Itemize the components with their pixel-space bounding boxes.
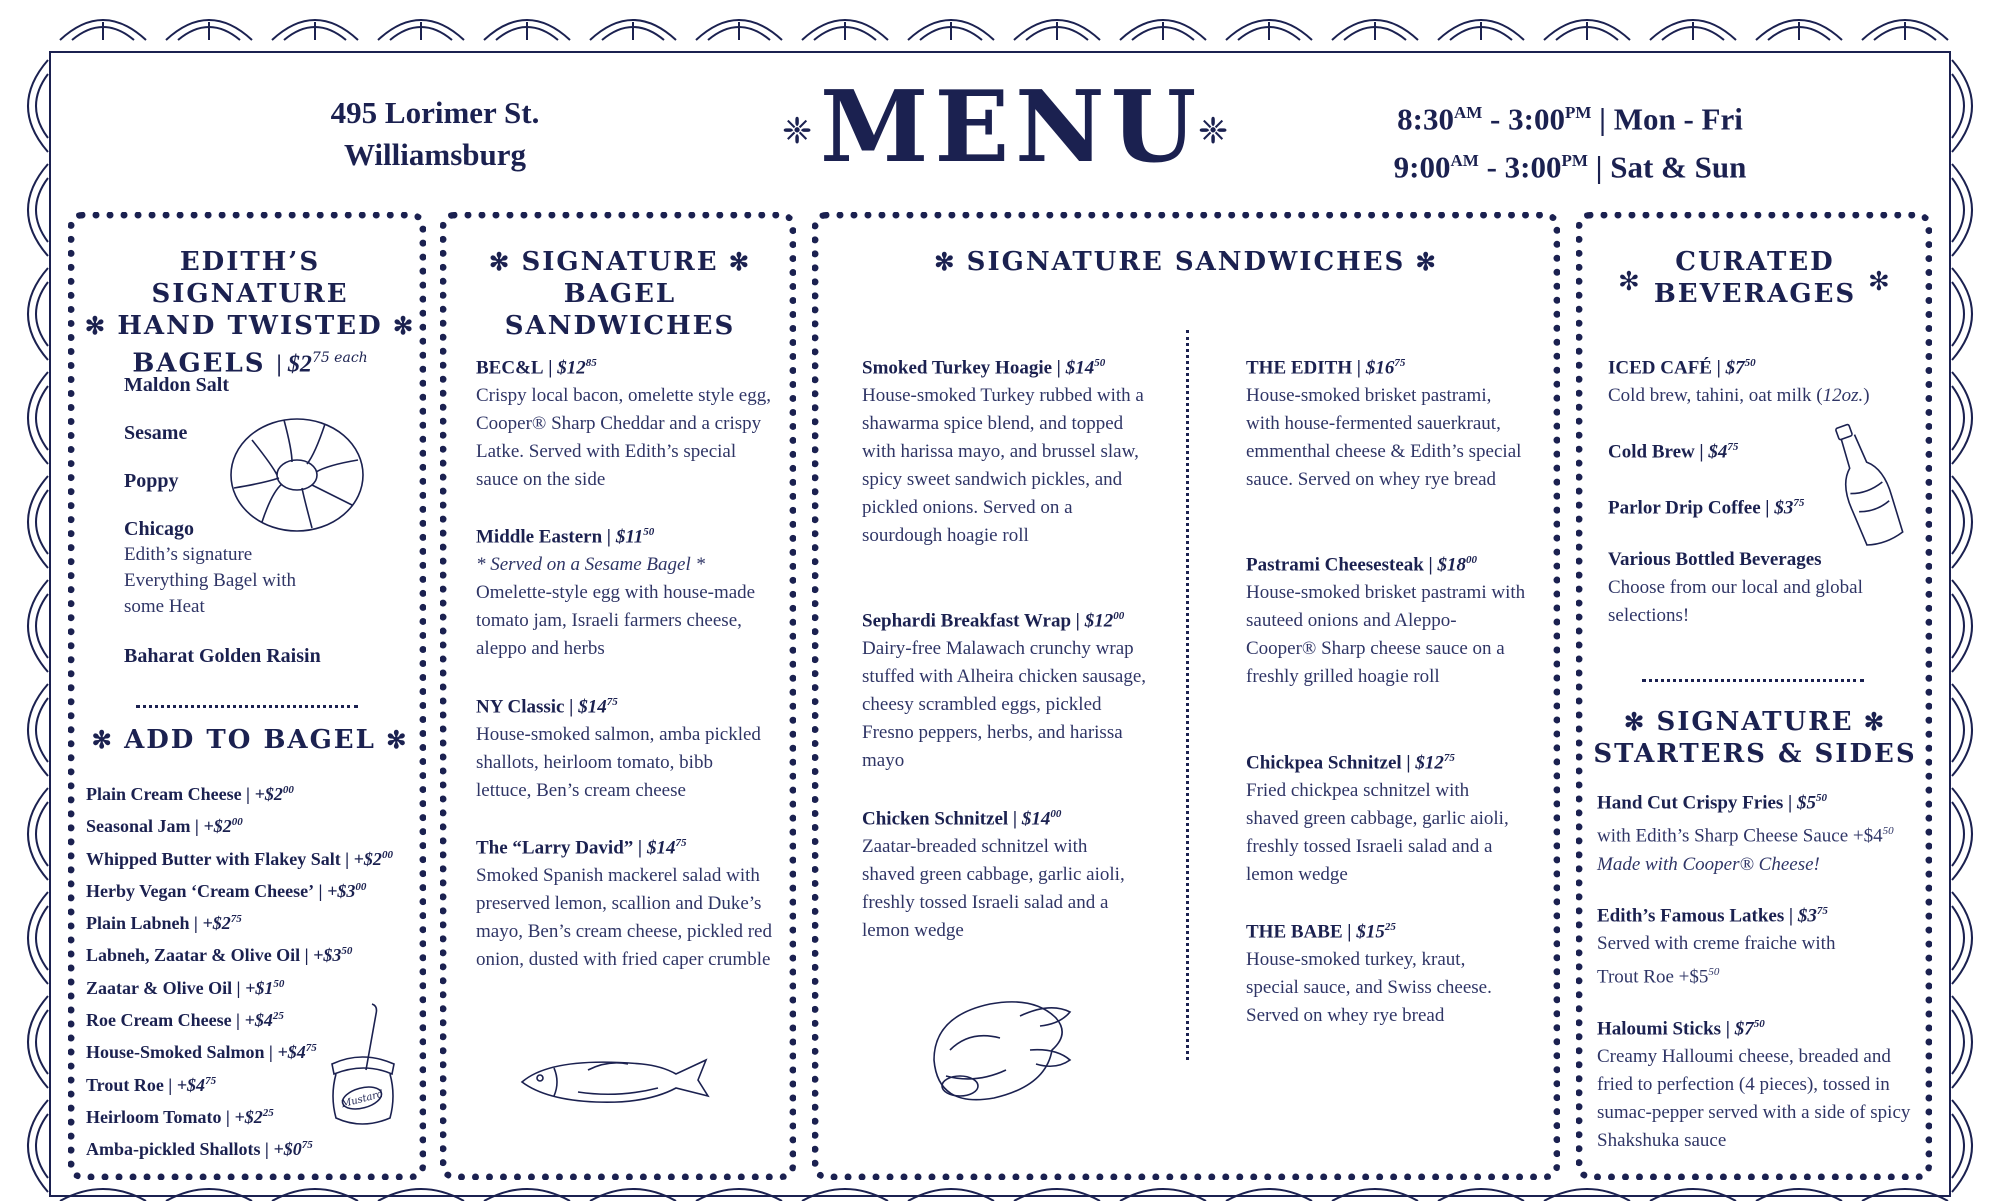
border-ornament: [28, 268, 48, 360]
bottle-illustration: [1820, 418, 1910, 550]
roast-chicken-illustration: [920, 990, 1080, 1115]
addon-item: Seasonal Jam | $+\$2^{00}$: [86, 816, 243, 837]
ornament-icon: ✻: [84, 311, 118, 340]
bagel-item: Chicago: [124, 518, 194, 540]
border-ornament: [36, 1114, 48, 1178]
addon-item: Amba-pickled Shallots | $+\$0^{75}$: [86, 1139, 313, 1160]
opening-hours: [1360, 92, 1780, 189]
addon-item: Labneh, Zaatar & Olive Oil | $+\$3^{50}$: [86, 945, 353, 966]
snowflake-ornament-icon: ❈: [1198, 111, 1229, 152]
mustard-jar-illustration: [322, 1000, 402, 1130]
menu-item: THE EDITH | $\$16^{75}$ House-smoked brisket pastrami, with house-fermented sauerkraut, emmenthal cheese & Edith’s special sauce. Served on whey rye bread: [1246, 349, 1522, 494]
menu-item-desc: House-smoked Turkey rubbed with a shawarma spice blend, and topped with harissa mayo, and brussel slaw, spicy sweet sandwich pickles, and pickled onions. Served on a sourdough hoagie roll: [862, 385, 1144, 547]
menu-item-desc: Fried chickpea schnitzel with shaved green cabbage, garlic aioli, freshly tossed Israeli salad and a lemon wedge: [1246, 780, 1509, 886]
border-ornament: [36, 1010, 48, 1074]
border-ornament: [1952, 490, 1964, 554]
ornament-icon: ✻: [1853, 707, 1887, 736]
addon-item: Zaatar & Olive Oil | $+\$1^{50}$: [86, 977, 285, 998]
ornament-icon: ✻: [1405, 247, 1438, 276]
addon-item: Herby Vegan ‘Cream Cheese’ | $+\$3^{00}$: [86, 880, 367, 901]
menu-item: ICED CAFÉ | $\$7^{50}$ Cold brew, tahini, oat milk (12oz.): [1608, 349, 1908, 410]
ornament-icon: ✻: [934, 247, 967, 276]
snowflake-ornament-icon: ❈: [782, 111, 813, 152]
border-ornament: [1952, 802, 1964, 866]
menu-item-desc: Zaatar-breaded schnitzel with shaved green cabbage, garlic aioli, freshly tossed Israeli salad and a lemon wedge: [862, 836, 1125, 942]
border-ornament: [36, 386, 48, 450]
border-ornament: [36, 802, 48, 866]
border-ornament: [36, 594, 48, 658]
bagel-item: Sesame: [124, 422, 188, 444]
addon-item: Roe Cream Cheese | $+\$4^{25}$: [86, 1010, 284, 1031]
address-neighborhood: Williamsburg: [343, 137, 527, 172]
border-ornament: [1952, 892, 1972, 984]
bagel-illustration: [222, 410, 372, 540]
border-ornament: [28, 164, 48, 256]
border-ornament: [1952, 580, 1972, 672]
menu-item-desc: Dairy-free Malawach crunchy wrap stuffed with Alheira chicken sausage, cheesy scrambled eggs, pickled Fresno peppers, herbs, and harissa mayo: [862, 638, 1147, 772]
section-divider: [136, 705, 358, 708]
border-ornament: [1952, 386, 1964, 450]
bagel-price-each: each: [329, 350, 368, 366]
addon-item: Whipped Butter with Flakey Salt | $+\$2^{00}$: [86, 848, 393, 869]
beverages-title-line2: BEVERAGES: [1653, 279, 1857, 309]
menu-item-note: Made with Cooper® Cheese!: [1597, 853, 1820, 875]
border-ornament: [36, 282, 48, 346]
border-ornament: [1952, 684, 1972, 776]
starters-title: [1590, 706, 1920, 770]
border-ornament: [1952, 372, 1972, 464]
border-ornament: [36, 906, 48, 970]
bagel-price-cents: 75: [311, 350, 330, 366]
border-ornament: [1952, 788, 1972, 880]
address-street: 495 Lorimer St.: [330, 95, 540, 130]
ornament-icon: ✻: [488, 247, 522, 276]
menu-item-note: * Served on a Sesame Bagel *: [476, 554, 705, 576]
bagel-sandwiches-title-line1: ✻ SIGNATURE ✻: [488, 247, 752, 277]
menu-item: Chicken Schnitzel | $\$14^{00}$ Zaatar-breaded schnitzel with shaved green cabbage, garlic aioli, freshly tossed Israeli salad and a lemon wedge: [862, 800, 1144, 945]
starters-title-line1: ✻ SIGNATURE ✻: [1623, 707, 1887, 737]
menu-item-desc: Creamy Halloumi cheese, breaded and fried to perfection (4 pieces), tossed in sumac-pepper served with a side of spicy Shakshuka sauce: [1597, 1046, 1911, 1152]
sandwiches-title: ✻ SIGNATURE SANDWICHES ✻: [934, 247, 1438, 277]
menu-item-desc: House-smoked turkey, kraut, special sauce, and Swiss cheese. Served on whey rye bread: [1246, 949, 1492, 1027]
addon-item: Plain Labneh | $+\$2^{75}$: [86, 913, 242, 934]
menu-item: Parlor Drip Coffee | $\$3^{75}$: [1608, 497, 1805, 519]
border-ornament: [28, 60, 48, 152]
menu-item-desc: Choose from our local and global selections!: [1608, 577, 1863, 626]
bagel-price: | $2: [276, 351, 312, 378]
menu-item: Middle Eastern | $\$11^{50}$ * Served on a Sesame Bagel * Omelette-style egg with house-made tomato jam, Israeli farmers cheese, aleppo and herbs: [476, 518, 772, 663]
menu-item-desc: Omelette-style egg with house-made tomato jam, Israeli farmers cheese, aleppo and herbs: [476, 582, 756, 660]
bagel-item: Baharat Golden Raisin: [124, 645, 321, 667]
border-ornament: [28, 372, 48, 464]
border-ornament: [1952, 476, 1972, 568]
add-to-bagel-title: ✻ ADD TO BAGEL ✻: [91, 725, 409, 755]
menu-item-desc: House-smoked salmon, amba pickled shallots, heirloom tomato, bibb lettuce, Ben’s cream cheese: [476, 724, 761, 802]
menu-item: Various Bottled Beverages Choose from our local and global selections!: [1608, 546, 1908, 630]
bagels-title: [80, 246, 420, 381]
menu-item-desc: with Edith’s Sharp Cheese Sauce $+\$4^{50}$: [1597, 825, 1894, 847]
bagel-sandwiches-title-line2: BAGEL SANDWICHES: [504, 279, 736, 341]
menu-item-desc: Smoked Spanish mackerel salad with preserved lemon, scallion and Duke’s mayo, Ben’s cream cheese, pickled red onion, dusted with fried caper crumble: [476, 865, 772, 971]
jar-label: Mustard: [340, 1088, 385, 1111]
menu-item: Edith’s Famous Latkes | $\$3^{75}$ Served with creme fraiche with Trout Roe $+\$5^{50}$: [1597, 897, 1837, 992]
border-ornament: [1952, 1010, 1964, 1074]
menu-item: Pastrami Cheesesteak | $\$18^{00}$ House-smoked brisket pastrami with sauteed onions and Aleppo-Cooper® Sharp cheese sauce on a freshly grilled hoagie roll: [1246, 546, 1526, 691]
border-ornament: [1952, 268, 1972, 360]
ornament-icon: ✻: [1618, 267, 1640, 297]
border-ornament: [1952, 906, 1964, 970]
border-ornament: [1952, 594, 1964, 658]
menu-item: Cold Brew | $\$4^{75}$: [1608, 441, 1739, 463]
starters-title-line2: STARTERS & SIDES: [1593, 739, 1917, 769]
border-ornament: [36, 178, 48, 242]
ornament-icon: ✻: [1868, 267, 1890, 297]
menu-item: Sephardi Breakfast Wrap | $\$12^{00}$ Dairy-free Malawach crunchy wrap stuffed with Alheira chicken sausage, cheesy scrambled eggs, pickled Fresno peppers, herbs, and harissa mayo: [862, 602, 1152, 775]
ornament-icon: ✻: [382, 311, 416, 340]
ornament-icon: ✻: [718, 247, 752, 276]
menu-item-desc: Cold brew, tahini, oat milk (12oz.): [1608, 385, 1870, 407]
menu-item: NY Classic | $\$14^{75}$ House-smoked salmon, amba pickled shallots, heirloom tomato, bibb lettuce, Ben’s cream cheese: [476, 688, 772, 805]
border-ornament: [28, 580, 48, 672]
border-ornament: [1952, 698, 1964, 762]
menu-item: THE BABE | $\$15^{25}$ House-smoked turkey, kraut, special sauce, and Swiss cheese. Served on whey rye bread: [1246, 913, 1522, 1030]
menu-item: Haloumi Sticks | $\$7^{50}$ Creamy Halloumi cheese, breaded and fried to perfection (4 pieces), tossed in sumac-pepper served with a side of spicy Shakshuka sauce: [1597, 1010, 1915, 1155]
beverages-title-line1: CURATED: [1675, 247, 1835, 277]
ornament-icon: ✻: [1623, 707, 1657, 736]
menu-item-desc: Served with creme fraiche with Trout Roe $+\$5^{50}$: [1597, 933, 1836, 988]
menu-item-desc: Crispy local bacon, omelette style egg, Cooper® Sharp Cheddar and a crispy Latke. Served with Edith’s special sauce on the side: [476, 385, 771, 491]
addon-item: Plain Cream Cheese | $+\$2^{00}$: [86, 784, 294, 804]
border-ornament: [36, 74, 48, 138]
ornament-icon: ✻: [375, 725, 409, 754]
border-ornament: [1952, 178, 1964, 242]
bagel-item: Maldon Salt: [124, 374, 230, 396]
address: [300, 92, 570, 176]
border-ornament: [28, 996, 48, 1088]
border-ornament: [1952, 996, 1972, 1088]
bagels-title-line2: ✻ HAND TWISTED ✻: [84, 311, 416, 341]
menu-item: The “Larry David” | $\$14^{75}$ Smoked Spanish mackerel salad with preserved lemon, scallion and Duke’s mayo, Ben’s cream cheese, pickled red onion, dusted with fried caper crumble: [476, 829, 772, 974]
border-ornament: [36, 490, 48, 554]
menu-item: Hand Cut Crispy Fries | $\$5^{50}$ with Edith’s Sharp Cheese Sauce $+\$4^{50}$ Made with Cooper® Cheese!: [1597, 784, 1917, 879]
hours-weekday: $8:30^{AM}$ - $3:00^{PM}$ | Mon - Fri: [1397, 101, 1743, 137]
border-ornament: [28, 476, 48, 568]
border-ornament: [1952, 164, 1972, 256]
border-ornament: [28, 1100, 48, 1192]
border-ornament: [1952, 60, 1972, 152]
menu-item: Smoked Turkey Hoagie | $\$14^{50}$ House-smoked Turkey rubbed with a shawarma spice blend, and topped with harissa mayo, and brussel slaw, spicy sweet sandwich pickles, and pickled onions. Served on a sourdough hoagie roll: [862, 349, 1144, 550]
bagels-title-line3: BAGELS | $\$2^{75}$ $^{each}$: [132, 348, 368, 379]
section-divider: [1642, 679, 1864, 682]
border-ornament: [28, 684, 48, 776]
fish-illustration: [518, 1052, 718, 1112]
border-ornament: [28, 892, 48, 984]
border-ornament: [1952, 1114, 1964, 1178]
column-divider: [1186, 330, 1189, 1060]
bagel-item: Poppy: [124, 470, 179, 492]
page-title: MENU: [820, 70, 1203, 185]
menu-item-desc: House-smoked brisket pastrami with sauteed onions and Aleppo-Cooper® Sharp cheese sauce on a freshly grilled hoagie roll: [1246, 582, 1526, 688]
border-ornament: [28, 788, 48, 880]
border-ornament: [36, 698, 48, 762]
ornament-icon: ✻: [91, 725, 125, 754]
bagels-title-line1: EDITH’S SIGNATURE: [151, 247, 349, 309]
border-ornament: [1952, 74, 1964, 138]
border-ornament: [1952, 1100, 1972, 1192]
hours-weekend: $9:00^{AM}$ - $3:00^{PM}$ | Sat & Sun: [1393, 149, 1747, 185]
addon-item: House-Smoked Salmon | $+\$4^{75}$: [86, 1042, 317, 1063]
addon-item: Trout Roe | $+\$4^{75}$: [86, 1074, 217, 1095]
menu-item: Chickpea Schnitzel | $\$12^{75}$ Fried chickpea schnitzel with shaved green cabbage, garlic aioli, freshly tossed Israeli salad and a lemon wedge: [1246, 744, 1522, 889]
bagel-item-desc: Edith’s signature Everything Bagel with some Heat: [124, 544, 297, 617]
bagel-sandwiches-title: [450, 246, 790, 342]
menu-item: BEC&L | $\$12^{85}$ Crispy local bacon, omelette style egg, Cooper® Sharp Cheddar and a crispy Latke. Served with Edith’s special sauce on the side: [476, 349, 772, 494]
border-ornament: [1952, 282, 1964, 346]
addon-item: Heirloom Tomato | $+\$2^{25}$: [86, 1106, 274, 1127]
menu-item-desc: House-smoked brisket pastrami, with house-fermented sauerkraut, emmenthal cheese & Edith’s special sauce. Served on whey rye bread: [1246, 385, 1522, 491]
